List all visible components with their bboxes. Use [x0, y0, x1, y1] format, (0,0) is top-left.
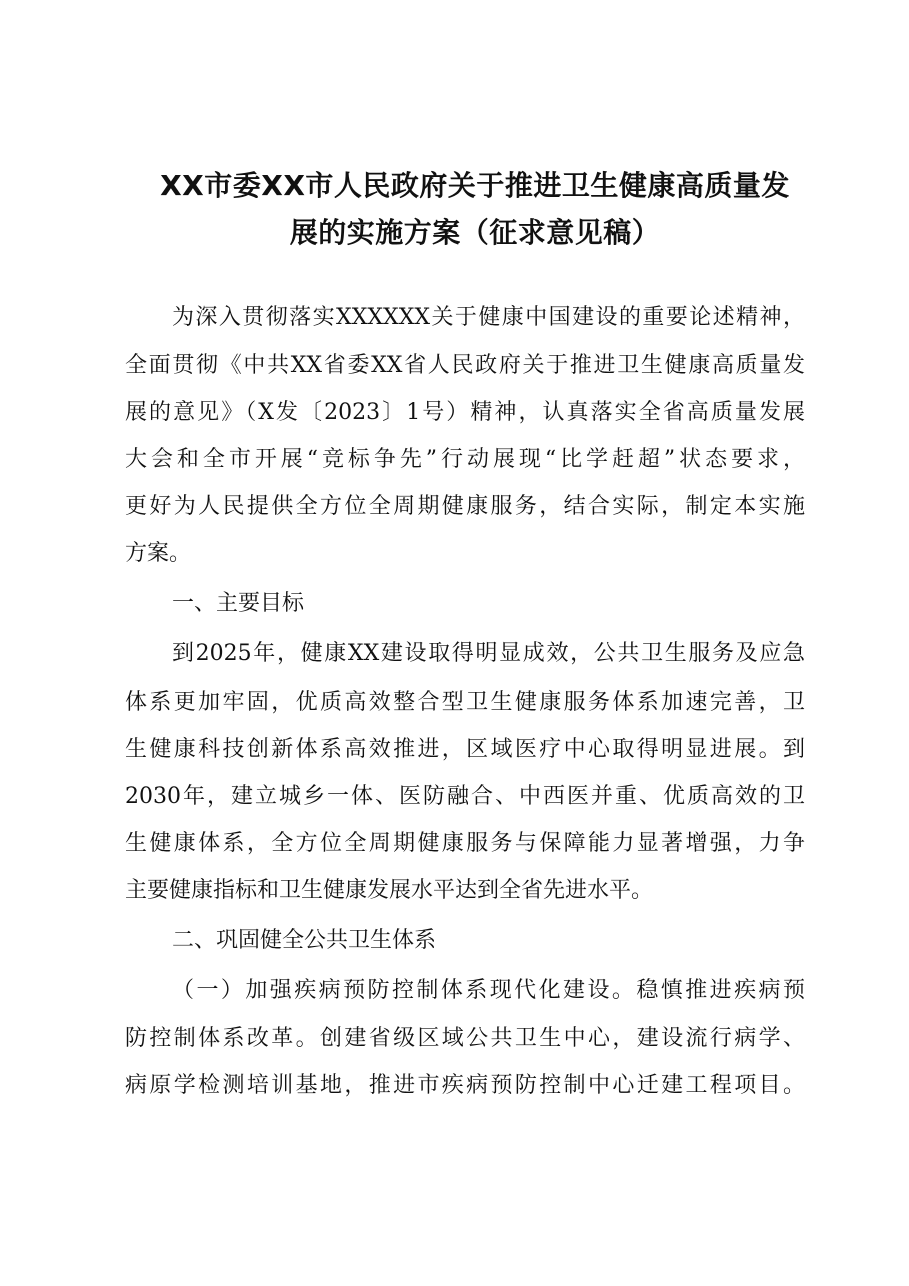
intro-paragraph-line: 全面贯彻《中共XX省委XX省人民政府关于推进卫生健康高质量发: [125, 353, 805, 378]
goals-paragraph-line: 2030年，建立城乡一体、医防融合、中西医并重、优质高效的卫: [125, 784, 805, 809]
intro-paragraph-line: 为深入贯彻落实XXXXXX关于健康中国建设的重要论述精神，: [172, 305, 805, 330]
subsection-1-paragraph-line: 病原学检测培训基地，推进市疾病预防控制中心迁建工程项目。: [125, 1073, 805, 1098]
goals-paragraph-line: 生健康科技创新体系高效推进，区域医疗中心取得明显进展。到: [125, 737, 805, 762]
goals-paragraph-line: 体系更加牢固，优质高效整合型卫生健康服务体系加速完善，卫: [125, 690, 805, 715]
document-title-line-2: 展的实施方案（征求意见稿）: [289, 216, 661, 249]
intro-paragraph-line: 大会和全市开展“竞标争先”行动展现“比学赶超”状态要求，: [125, 447, 805, 472]
subsection-1-paragraph-line: （一）加强疾病预防控制体系现代化建设。稳慎推进疾病预: [172, 978, 805, 1003]
document-title-line-1: XX市委XX市人民政府关于推进卫生健康高质量发: [160, 169, 790, 202]
goals-paragraph-line: 主要健康指标和卫生健康发展水平达到全省先进水平。: [125, 878, 654, 903]
intro-paragraph-line: 更好为人民提供全方位全周期健康服务，结合实际，制定本实施: [125, 494, 805, 519]
subsection-1-paragraph-line: 防控制体系改革。创建省级区域公共卫生中心，建设流行病学、: [125, 1026, 805, 1051]
section-heading-main-goals: 一、主要目标: [172, 591, 305, 616]
goals-paragraph-line: 生健康体系，全方位全周期健康服务与保障能力显著增强，力争: [125, 831, 805, 856]
intro-paragraph-line: 方案。: [125, 541, 192, 566]
intro-paragraph-line: 展的意见》（X发〔2023〕1号）精神，认真落实全省高质量发展: [125, 400, 805, 425]
goals-paragraph-line: 到2025年，健康XX建设取得明显成效，公共卫生服务及应急: [172, 641, 805, 666]
section-heading-public-health-system: 二、巩固健全公共卫生体系: [172, 928, 437, 953]
